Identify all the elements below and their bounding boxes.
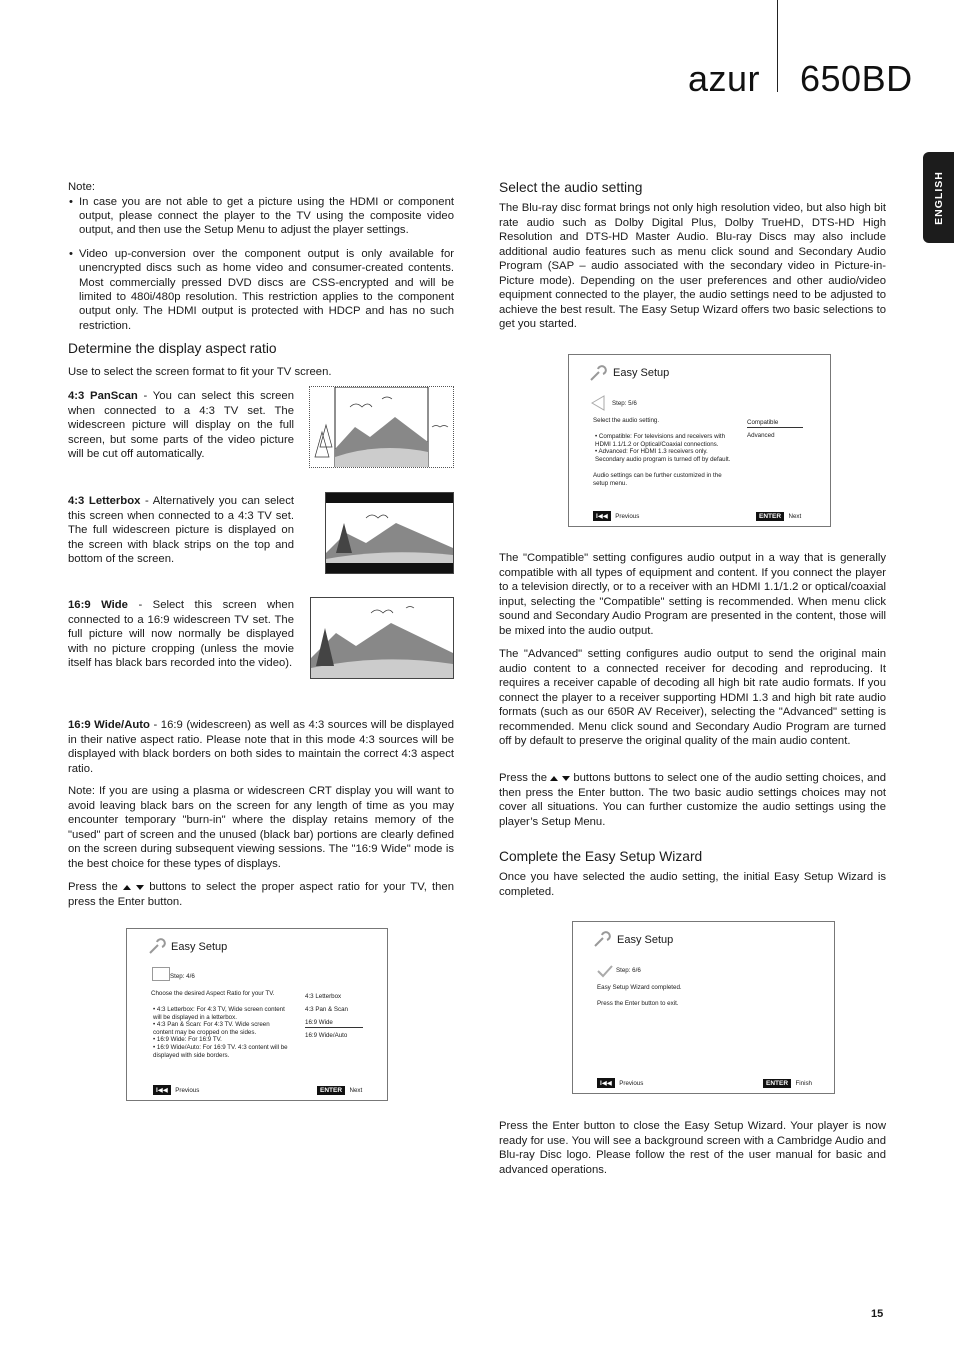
previous-control[interactable]: I◀◀ Previous <box>153 1079 199 1097</box>
note-block <box>68 180 454 342</box>
speaker-icon <box>591 395 605 411</box>
wide-description: 16:9 Wide - Select this screen when connected to a 16:9 widescreen TV set. The full picture will now normally be displayed with no picture cropping (unless the movie itself has black bars recorded into the video). <box>68 599 294 669</box>
step-label: Step: 4/6 <box>170 973 195 980</box>
plasma-note: Note: If you are using a plasma or widescreen CRT display you will want to avoid leaving black bars on the screen for any length of time as you may encounter temporary "burn-in" where the display retains memory of the "used" part of screen and the unused (black bar) portions are clearly defined on the screen during subsequent viewing sessions. The "16:9 Wide" mode is the best choice for these types of displays. <box>68 785 454 870</box>
compatible-description: The "Compatible" setting configures audio output in a way that is generally compatible with all types of equipment and content. If you connect the player to a television directly, or to a receiver with an HDMI 1.1/1.2 or optical/coaxial input, selecting the "Compatible" setting is recommended. When menu click sound and Secondary Audio Program are presented in the content, those will be mixed into the audio output. <box>499 552 886 637</box>
screen-title: Easy Setup <box>617 934 674 946</box>
finish-control[interactable]: ENTER Finish <box>763 1072 812 1090</box>
header-divider <box>777 0 778 92</box>
up-arrow-icon <box>123 885 131 890</box>
wideauto-label: 16:9 Wide/Auto <box>68 719 150 731</box>
option-compatible-selected[interactable]: Compatible <box>747 419 803 428</box>
complete-heading: Complete the Easy Setup Wizard <box>499 849 703 864</box>
previous-control[interactable]: I◀◀ Previous <box>597 1072 643 1090</box>
note-item: • Video up-conversion over the component output is only available for unencrypted discs such as home video and consumer-created contents. Most commercially pressed DVD discs are CSS-encrypted and will be limited to 480i/480p resolution. This restriction applies to the component output only. The HDMI output is protected with HDCP and has no such restriction. <box>68 247 454 333</box>
option-wide-selected[interactable]: 16:9 Wide <box>305 1019 363 1028</box>
aspect-intro: Use to select the screen format to fit your TV screen. <box>68 366 332 378</box>
tv-icon <box>152 967 170 981</box>
letterbox-label: 4:3 Letterbox <box>68 495 141 507</box>
option-wideauto[interactable]: 16:9 Wide/Auto <box>305 1032 348 1039</box>
letterbox-illustration <box>325 492 454 574</box>
easy-setup-audio-screenshot <box>568 354 831 527</box>
next-control[interactable]: ENTER Next <box>756 505 801 523</box>
down-arrow-icon <box>136 885 144 890</box>
next-control[interactable]: ENTER Next <box>317 1079 362 1097</box>
prompt: Select the audio setting. <box>593 417 660 424</box>
easy-setup-aspect-screenshot <box>126 928 388 1101</box>
advanced-description: The "Advanced" setting configures audio output to send the original main audio content to a connected receiver for decoding and reproducing. It requires a receiver capable of decoding all high bit rate audio formats. If you connect the player to a receiver supporting HDMI 1.3 and high bit rate audio formats (such as our 650R AV Receiver), selecting the "Advanced" setting is recommended. Menu click sound and Secondary Audio Program are turned off by default to preserve the original quality of the main audio content. <box>499 648 886 747</box>
audio-intro: The Blu-ray disc format brings not only high resolution video, but also high bit rate audio such as Dolby Digital Plus, Dolby TrueHD, DTS-HD High Resolution and DTS-HD Master Audio. Blu-ray Discs may also include additional audio features such as menu click sound and Secondary Audio Program (SAP – audio associated with the secondary video in Picture-in-Picture mode). Depending on the user preferences and other audio/video equipment connected to the player, the audio settings need to be adjusted to achieve the best result. The Easy Setup Wizard offers two basic selections to get you started. <box>499 202 886 330</box>
wrench-icon <box>592 931 612 949</box>
wide-label: 16:9 Wide <box>68 599 128 611</box>
aspect-press-instruction: Press the buttons to select the proper aspect ratio for your TV, then press the Enter button. <box>68 881 455 908</box>
screen-title: Easy Setup <box>613 367 670 379</box>
wrench-icon <box>588 365 608 383</box>
panscan-label: 4:3 PanScan <box>68 390 138 402</box>
complete-intro: Once you have selected the audio setting, the initial Easy Setup Wizard is completed. <box>499 871 886 898</box>
wide-illustration <box>310 597 454 679</box>
model-name: 650BD <box>800 58 913 99</box>
panscan-illustration <box>309 386 454 468</box>
exit-message: Press the Enter button to exit. <box>597 1000 679 1007</box>
up-arrow-icon <box>550 776 558 781</box>
option-descriptions: • Compatible: For televisions and receivers with HDMI 1.1/1.2 or Optical/Coaxial connections. • Advanced: For HDMI 1.3 receivers only. Secondary audio program is turned off by default. <box>595 433 731 463</box>
option-letterbox[interactable]: 4:3 Letterbox <box>305 993 342 1000</box>
language-tab <box>923 152 954 243</box>
previous-button-icon: I◀◀ <box>597 1078 615 1088</box>
note-item: • In case you are not able to get a picture using the HDMI or component output, please connect the player to the TV using the composite video output, and then use the Setup Menu to adjust the player settings. <box>68 195 454 238</box>
audio-press-instruction: Press the buttons buttons to select one of the audio setting choices, and then press the Enter button. The two basic audio settings choices may not cover all situations. You can further customize the audio settings using the player’s Setup Menu. <box>499 772 887 828</box>
enter-button-icon: ENTER <box>756 512 784 521</box>
completed-message: Easy Setup Wizard completed. <box>597 984 682 991</box>
language-tab-label: ENGLISH <box>932 170 945 225</box>
previous-button-icon: I◀◀ <box>153 1085 171 1095</box>
option-descriptions: • 4:3 Letterbox: For 4:3 TV, Wide screen content will be displayed in a letterbox. • 4:3 Pan & Scan: For 4:3 TV. Wide screen content may be cropped on the sides. • 16:9 Wide: For 16:9 TV. • 16:9 Wide/Auto: For 16:9 TV. 4:3 content will be displayed with side borders. <box>153 1006 288 1059</box>
note-label: Note: <box>68 181 96 193</box>
footer-hint: Audio settings can be further customized in the setup menu. <box>593 472 722 487</box>
previous-control[interactable]: I◀◀ Previous <box>593 505 639 523</box>
step-label: Step: 6/6 <box>616 967 641 974</box>
letterbox-description: 4:3 Letterbox - Alternatively you can select this screen when connected to a 4:3 TV set. The full widescreen picture is displayed on the screen with black strips on the top and bottom of the screen. <box>68 495 295 565</box>
screen-title: Easy Setup <box>171 941 228 953</box>
wrench-icon <box>147 938 167 956</box>
down-arrow-icon <box>562 776 570 781</box>
aspect-heading: Determine the display aspect ratio <box>68 341 277 356</box>
final-instructions: Press the Enter button to close the Easy Setup Wizard. Your player is now ready for use. You will see a background screen with a Cambridge Audio and Blu-ray Disc logo. Please follow the rest of the user manual for basic and advanced operations. <box>499 1120 886 1176</box>
enter-button-icon: ENTER <box>317 1086 345 1095</box>
option-panscan[interactable]: 4:3 Pan & Scan <box>305 1006 348 1013</box>
wideauto-description: 16:9 Wide/Auto - 16:9 (widescreen) as well as 4:3 sources will be displayed in their native aspect ratio. Please note that in this mode 4:3 sources will be displayed with black borders on both sides to maintain the correct 4:3 aspect ratio. <box>68 719 454 775</box>
enter-button-icon: ENTER <box>763 1079 791 1088</box>
previous-button-icon: I◀◀ <box>593 511 611 521</box>
panscan-description: 4:3 PanScan - You can select this screen when connected to a 4:3 TV set. The widescreen picture will display on the full screen, but some parts of the video picture will be cut off automatically. <box>68 390 294 460</box>
option-advanced[interactable]: Advanced <box>747 432 775 439</box>
checkmark-icon <box>597 964 613 978</box>
step-label: Step: 5/6 <box>612 400 637 407</box>
easy-setup-complete-screenshot <box>572 921 835 1094</box>
note-list <box>68 195 454 334</box>
note2-label: Note <box>68 785 92 797</box>
page-number: 15 <box>871 1308 884 1320</box>
prompt: Choose the desired Aspect Ratio for your TV. <box>151 990 275 997</box>
brand-azur: azur <box>688 58 761 99</box>
audio-heading: Select the audio setting <box>499 180 643 195</box>
